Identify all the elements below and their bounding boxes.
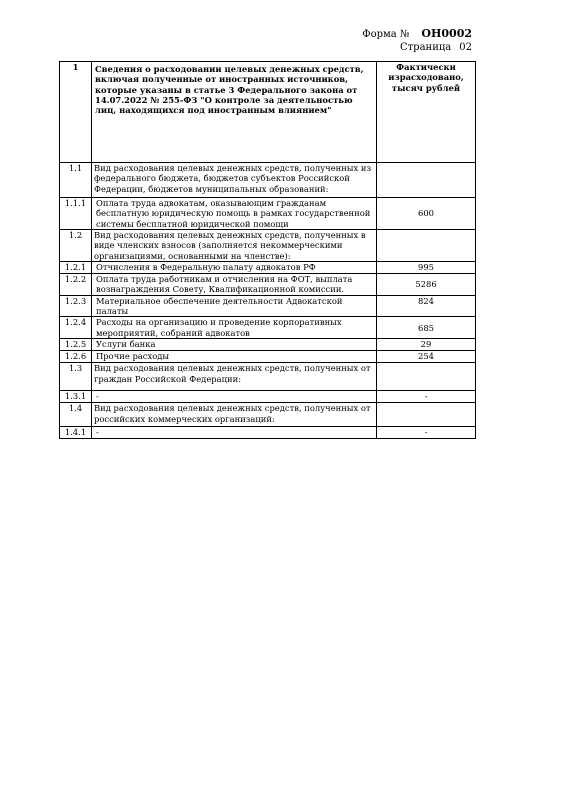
expenditure-table <box>59 61 476 439</box>
form-label: Форма № <box>362 29 410 40</box>
table-row <box>60 295 476 317</box>
form-number-line <box>362 27 472 41</box>
row-code: 1.4.1 <box>60 427 92 439</box>
row-code: 1.4 <box>60 403 92 427</box>
row-text: Материальное обеспечение деятельности Адвокатской палаты <box>92 295 377 317</box>
row-text: Отчисления в Федеральную палату адвокатов РФ <box>92 261 377 273</box>
row-code: 1.1.1 <box>60 198 92 230</box>
table-row <box>60 391 476 403</box>
row-value <box>377 403 476 427</box>
row-text: Прочие расходы <box>92 351 377 363</box>
row-text: - <box>92 391 377 403</box>
row-code: 1.2.4 <box>60 317 92 339</box>
row-value: 254 <box>377 351 476 363</box>
table-row <box>60 427 476 439</box>
row-code: 1.2 <box>60 230 92 262</box>
table-row <box>60 273 476 295</box>
table-header-row <box>60 62 476 163</box>
form-number: ОН0002 <box>421 27 472 40</box>
row-value: 995 <box>377 261 476 273</box>
form-header <box>362 27 472 54</box>
table-row <box>60 230 476 262</box>
row-code: 1.3.1 <box>60 391 92 403</box>
row-text: Оплата труда адвокатам, оказывающим гражданам бесплатную юридическую помощь в рамках государственной системы бесплатной юридической помощи <box>92 198 377 230</box>
table-row <box>60 261 476 273</box>
row-text: Вид расходования целевых денежных средств, полученных в виде членских взносов (заполняется некоммерческими организациями, основанными на членстве): <box>92 230 377 262</box>
page-label: Страница <box>399 42 452 53</box>
row-value: 824 <box>377 295 476 317</box>
row-value <box>377 230 476 262</box>
header-description-cell: Сведения о расходовании целевых денежных средств, включая полученные от иностранных источников, которые указаны в статье 3 Федерального закона от 14.07.2022 № 255-ФЗ "О контроле за деятельностью лиц, находящихся под иностранным влиянием" <box>92 62 377 163</box>
row-value <box>377 163 476 198</box>
row-text: Вид расходования целевых денежных средств, полученных из федерального бюджета, бюджетов субъектов Российской Федерации, бюджетов муниципальных образований: <box>92 163 377 198</box>
row-value: 29 <box>377 339 476 351</box>
row-value: 5286 <box>377 273 476 295</box>
page-line <box>362 41 472 54</box>
row-value: - <box>377 427 476 439</box>
table-row <box>60 339 476 351</box>
row-value: 685 <box>377 317 476 339</box>
table-row <box>60 403 476 427</box>
row-text: Вид расходования целевых денежных средств, полученных от граждан Российской Федерации: <box>92 363 377 391</box>
header-value-cell: Фактически израсходовано, тысяч рублей <box>377 62 476 163</box>
row-code: 1.3 <box>60 363 92 391</box>
row-text: Расходы на организацию и проведение корпоративных мероприятий, собраний адвокатов <box>92 317 377 339</box>
row-code: 1.2.2 <box>60 273 92 295</box>
table-row <box>60 363 476 391</box>
row-code: 1.2.5 <box>60 339 92 351</box>
row-value <box>377 363 476 391</box>
row-value: 600 <box>377 198 476 230</box>
row-code: 1.2.3 <box>60 295 92 317</box>
row-text: Оплата труда работникам и отчисления на ФОТ, выплата вознаграждения Совету, Квалификационной комиссии. <box>92 273 377 295</box>
row-text: Услуги банка <box>92 339 377 351</box>
table-row <box>60 351 476 363</box>
header-code-cell: 1 <box>60 62 92 163</box>
row-code: 1.1 <box>60 163 92 198</box>
page-number: 02 <box>459 42 472 53</box>
table-row <box>60 198 476 230</box>
row-text: Вид расходования целевых денежных средств, полученных от российских коммерческих организаций: <box>92 403 377 427</box>
table-row <box>60 317 476 339</box>
row-value: - <box>377 391 476 403</box>
row-text: - <box>92 427 377 439</box>
row-code: 1.2.1 <box>60 261 92 273</box>
table-row <box>60 163 476 198</box>
row-code: 1.2.6 <box>60 351 92 363</box>
